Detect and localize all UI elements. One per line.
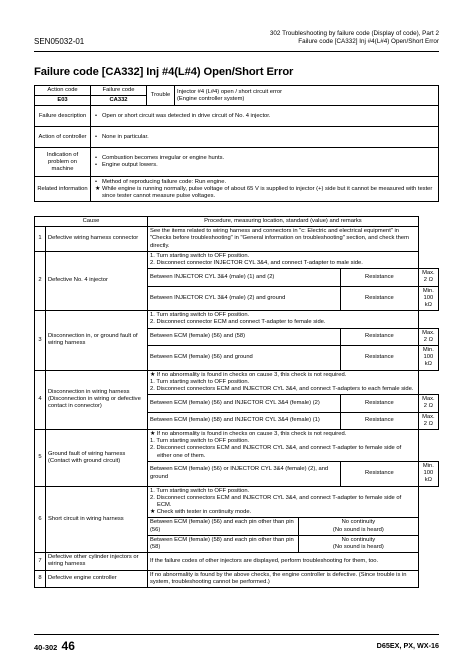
problem-indication-text: • Combustion becomes irregular or engine hunts. • Engine output lowers. bbox=[91, 148, 439, 177]
measurement-row: Between ECM (female) (56) and ground Resistance Min. 100 kΩ bbox=[35, 346, 439, 371]
section-line-1: 302 Troubleshooting by failure code (Display of code), Part 2 bbox=[269, 30, 439, 37]
measurement-row: Between ECM (female) (56) or INJECTOR CYL 3&4 (female) (2), and ground Resistance Min. 100 kΩ bbox=[35, 461, 439, 486]
section-header bbox=[270, 30, 439, 46]
action-code-header: Action code bbox=[35, 86, 91, 96]
cause-text: Ground fault of wiring harness (Contact with ground circuit) bbox=[46, 430, 148, 486]
measurement-row: Between ECM (female) (56) and (58) Resistance Max. 2 Ω bbox=[35, 328, 439, 345]
procedure-text: If the failure codes of other injectors are displayed, perform troubleshooting for them, too. bbox=[148, 553, 419, 570]
troubleshooting-table bbox=[34, 216, 439, 588]
procedure-steps: ★ If no abnormality is found in checks on cause 3, this check is not required. 1. Turn starting switch to OFF position. 2. Disconnect connectors ECM and INJECTOR CYL 3&4, and connect T-adapter to female side of either one of them. bbox=[148, 430, 419, 462]
table-row: 8 Defective engine controller If no abnormality is found by the above checks, the engine controller is defective. (Since trouble is in system, troubleshooting cannot be performed.) bbox=[35, 570, 439, 587]
measurement-row: Between ECM (female) (56) and each pin other than pin (56) No continuity (No sound is heard) bbox=[35, 518, 439, 535]
action-code-value: E03 bbox=[35, 96, 91, 106]
trouble-label: Trouble bbox=[147, 86, 175, 106]
measurement-row: Between INJECTOR CYL 3&4 (male) (2) and ground Resistance Min. 100 kΩ bbox=[35, 286, 439, 311]
page-title: Failure code [CA332] Inj #4(L#4) Open/Short Error bbox=[34, 66, 294, 78]
procedure-steps: 1. Turn starting switch to OFF position. 2. Disconnect connectors ECM and INJECTOR CYL 3&4, and connect T-adapter to female side of ECM. ★ Check with tester in continuity mode. bbox=[148, 486, 419, 518]
table-row: 5 Ground fault of wiring harness (Contact with ground circuit) ★ If no abnormality is found in checks on cause 3, this check is not required. 1. Turn starting switch to OFF position. 2. Disconnect connectors ECM and INJECTOR CYL 3&4, and connect T-adapter to female side of either one of them. bbox=[35, 430, 439, 462]
machine-models: D65EX, PX, WX-16 bbox=[376, 641, 439, 650]
cause-text: Defective No. 4 injector bbox=[46, 251, 148, 310]
procedure-column-header: Procedure, measuring location, standard (value) and remarks bbox=[148, 217, 419, 227]
failure-description-label: Failure description bbox=[35, 106, 91, 127]
table-row: 1 Defective wiring harness connector See the items related to wiring harness and connectors in "c: Electric and electrical equipment" in "Checks before troubleshooting" in "General information on troubleshooting" section, and check them directly. bbox=[35, 227, 439, 252]
procedure-text: See the items related to wiring harness and connectors in "c: Electric and electrical equipment" in "Checks before troubleshooting" in "General information on troubleshooting" section, and check them directly. bbox=[148, 227, 419, 252]
measurement-row: Between ECM (female) (56) and INJECTOR CYL 3&4 (female) (2) Resistance Max. 2 Ω bbox=[35, 395, 439, 412]
procedure-text: If no abnormality is found by the above checks, the engine controller is defective. (Since trouble is in system, troubleshooting cannot be performed.) bbox=[148, 570, 419, 587]
cause-column-header: Cause bbox=[35, 217, 148, 227]
page-number: 40-302 46 bbox=[34, 639, 75, 653]
cause-text: Defective wiring harness connector bbox=[46, 227, 148, 252]
trouble-description: Injector #4 (L#4) open / short circuit error (Engine controller system) bbox=[175, 86, 439, 106]
related-information-text: • Method of reproducing failure code: Run engine. ★ While engine is running normally, pulse voltage of about 65 V is supplied to injector (+) side but it cannot be measured with tester since tester cannot measure pulse voltages. bbox=[91, 177, 439, 202]
footer-divider bbox=[34, 634, 439, 635]
failure-code-header: Failure code bbox=[91, 86, 147, 96]
cause-text: Disconnection in wiring harness (Disconnection in wiring or defective contact in connector) bbox=[46, 370, 148, 429]
cause-text: Defective other cylinder injectors or wiring harness bbox=[46, 553, 148, 570]
failure-description-text: • Open or short circuit was detected in drive circuit of No. 4 injector. bbox=[91, 106, 439, 127]
measurement-row: Between ECM (female) (58) and INJECTOR CYL 3&4 (female) (1) Resistance Max. 2 Ω bbox=[35, 412, 439, 429]
cause-text: Disconnection in, or ground fault of wiring harness bbox=[46, 311, 148, 370]
procedure-steps: ★ If no abnormality is found in checks on cause 3, this check is not required. 1. Turn starting switch to OFF position. 2. Disconnect connectors ECM and INJECTOR CYL 3&4, and connect T-adapters to each female side. bbox=[148, 370, 419, 395]
action-of-controller-label: Action of controller bbox=[35, 127, 91, 148]
procedure-steps: 1. Turn starting switch to OFF position. 2. Disconnect connector INJECTOR CYL 3&4, and connect T-adapter to male side. bbox=[148, 251, 419, 268]
action-of-controller-text: • None in particular. bbox=[91, 127, 439, 148]
table-row: 7 Defective other cylinder injectors or wiring harness If the failure codes of other injectors are displayed, perform troubleshooting for them, too. bbox=[35, 553, 439, 570]
document-code: SEN05032-01 bbox=[34, 37, 85, 46]
related-information-label: Related information bbox=[35, 177, 91, 202]
table-row: 2 Defective No. 4 injector 1. Turn starting switch to OFF position. 2. Disconnect connector INJECTOR CYL 3&4, and connect T-adapter to male side. bbox=[35, 251, 439, 268]
section-line-2: Failure code [CA332] Inj #4(L#4) Open/Short Error bbox=[298, 38, 439, 45]
measurement-row: Between ECM (female) (58) and each pin other than pin (58) No continuity (No sound is heard) bbox=[35, 535, 439, 552]
procedure-steps: 1. Turn starting switch to OFF position. 2. Disconnect connector ECM and connect T-adapter to female side. bbox=[148, 311, 419, 328]
cause-text: Defective engine controller bbox=[46, 570, 148, 587]
table-row: 3 Disconnection in, or ground fault of wiring harness 1. Turn starting switch to OFF position. 2. Disconnect connector ECM and connect T-adapter to female side. bbox=[35, 311, 439, 328]
failure-info-table bbox=[34, 85, 439, 202]
problem-indication-label: Indication of problem on machine bbox=[35, 148, 91, 177]
failure-code-value: CA332 bbox=[91, 96, 147, 106]
measurement-row: Between INJECTOR CYL 3&4 (male) (1) and (2) Resistance Max. 2 Ω bbox=[35, 269, 439, 286]
cause-text: Short circuit in wiring harness bbox=[46, 486, 148, 553]
header-divider bbox=[34, 51, 439, 52]
table-row: 4 Disconnection in wiring harness (Disconnection in wiring or defective contact in connector) ★ If no abnormality is found in checks on cause 3, this check is not required. 1. Turn starting switch to OFF position. 2. Disconnect connectors ECM and INJECTOR CYL 3&4, and connect T-adapters to each female side. bbox=[35, 370, 439, 395]
table-row: 6 Short circuit in wiring harness 1. Turn starting switch to OFF position. 2. Disconnect connectors ECM and INJECTOR CYL 3&4, and connect T-adapter to female side of ECM. ★ Check with tester in continuity mode. bbox=[35, 486, 439, 518]
